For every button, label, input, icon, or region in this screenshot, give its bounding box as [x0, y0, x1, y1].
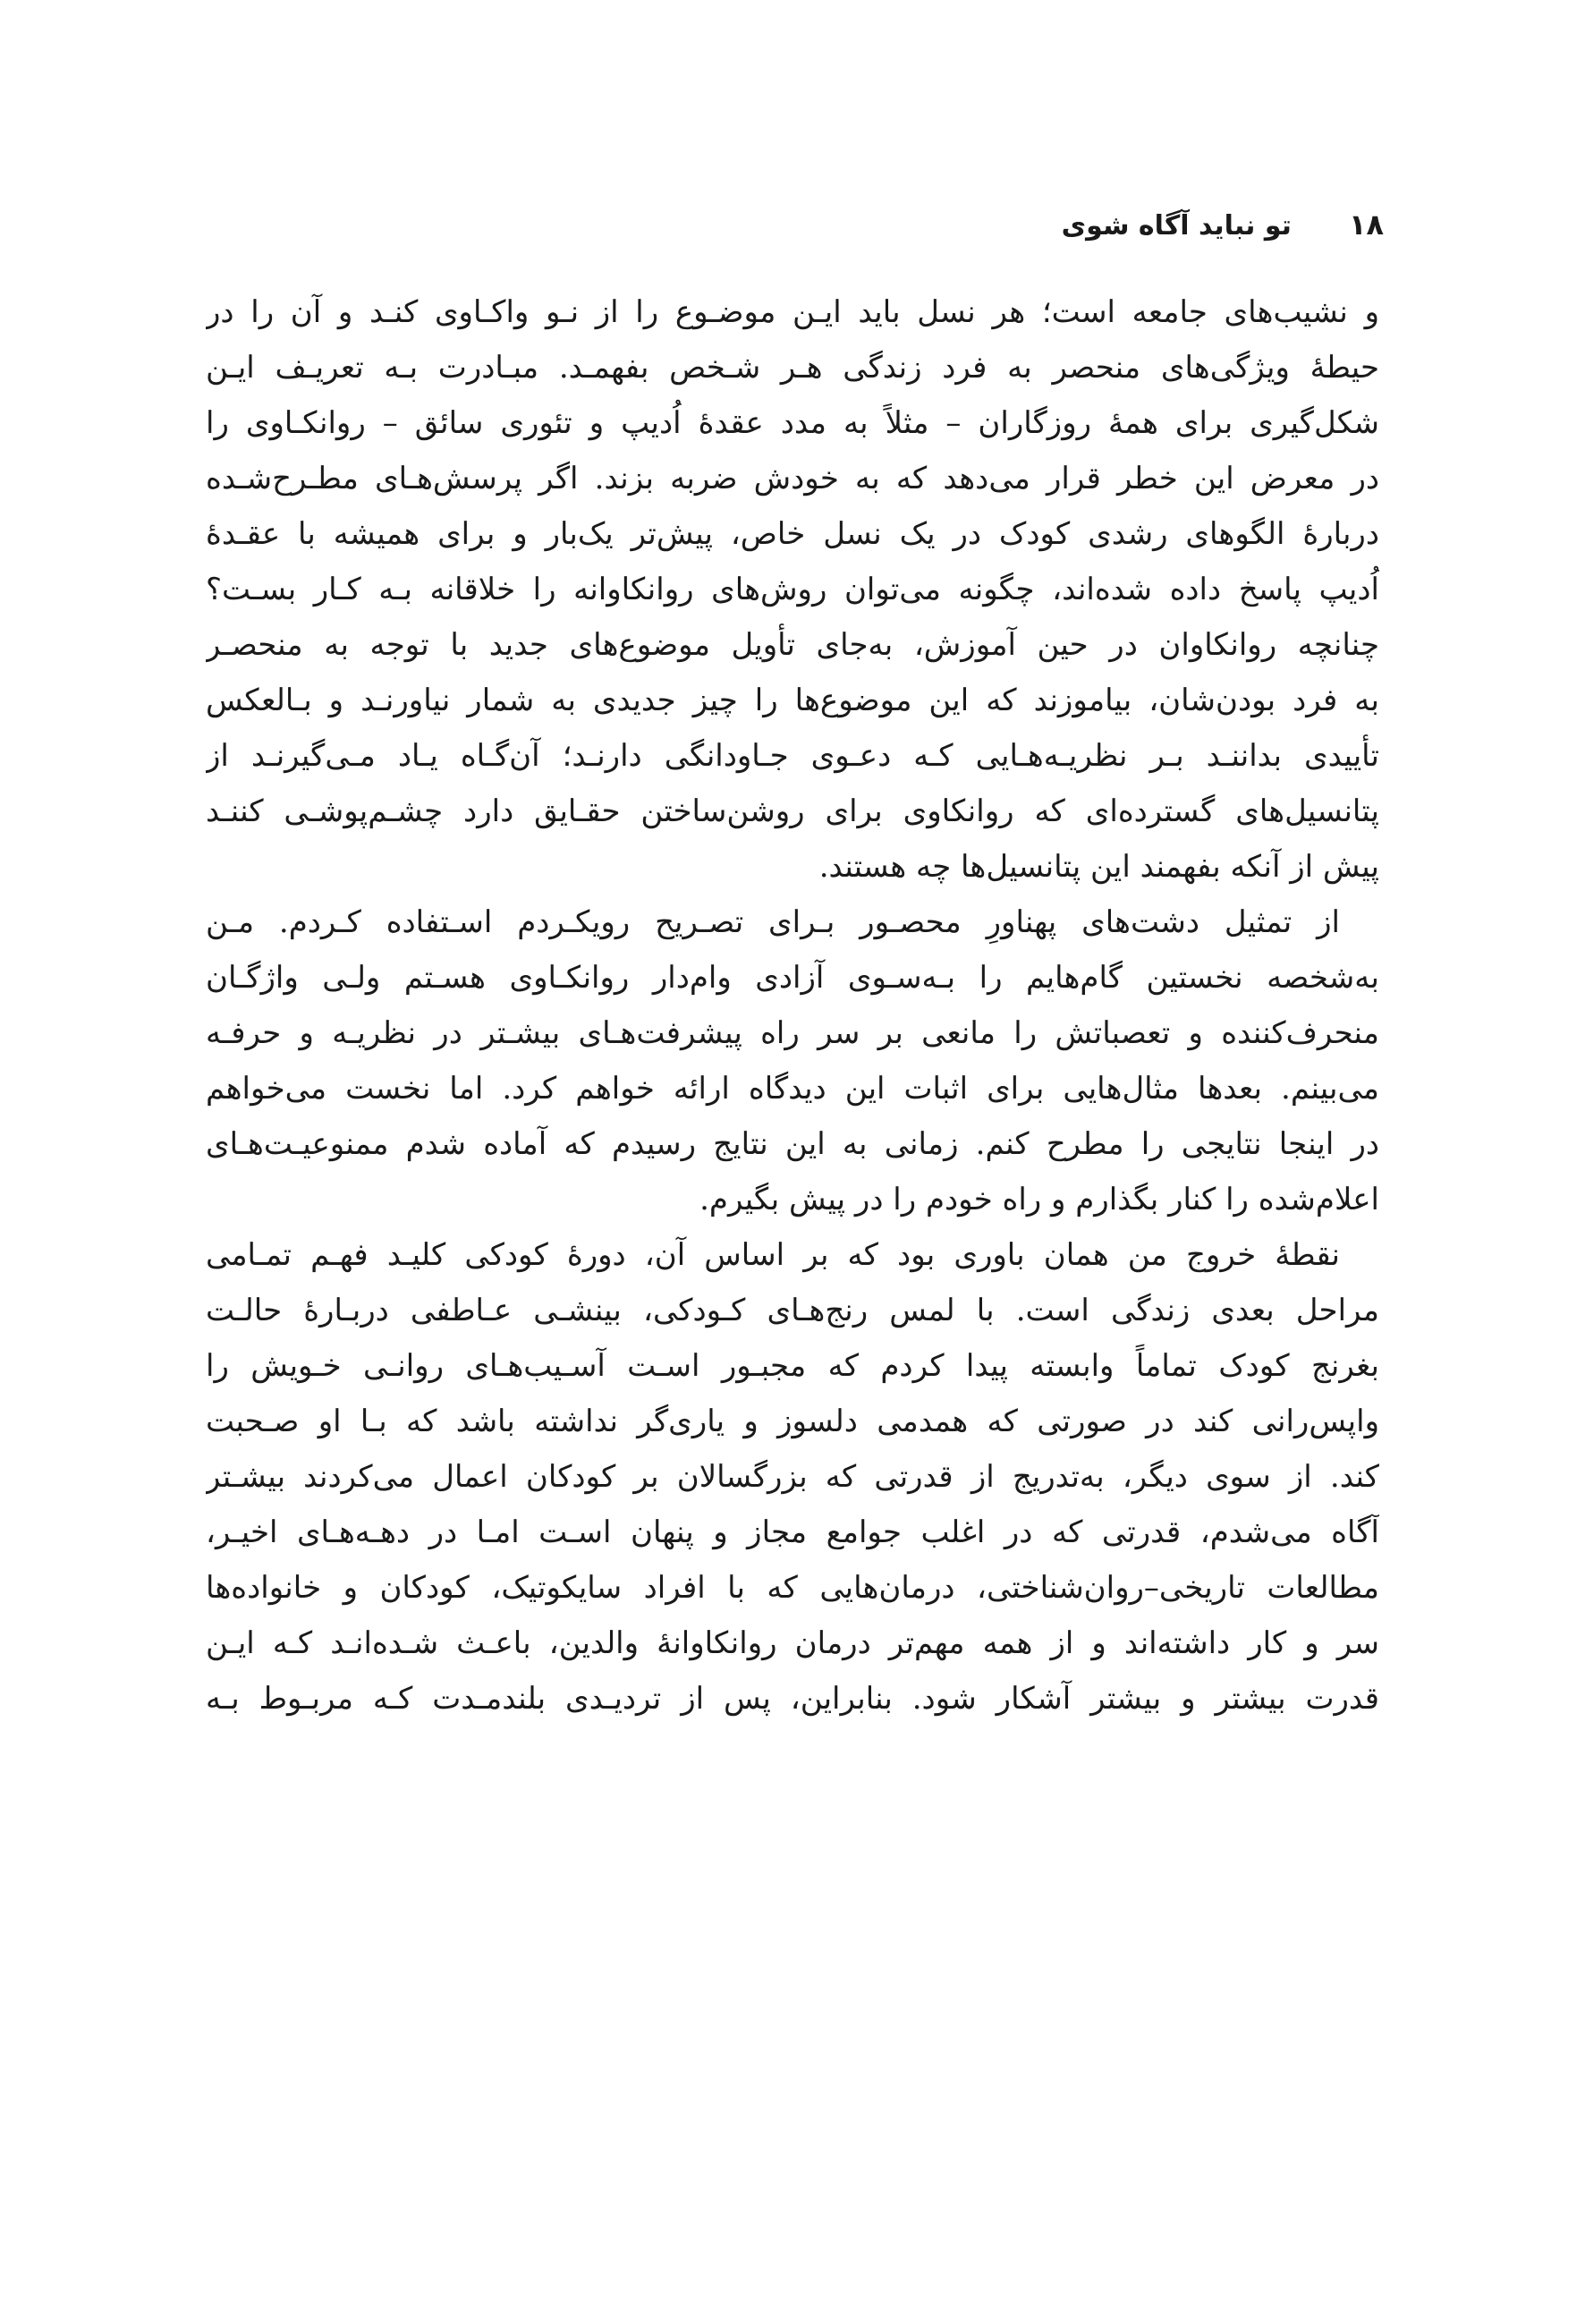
- text-line: پیش از آنکه بفهمند این پتانسیل‌ها چه هستند.: [818, 849, 1379, 885]
- text-line: آگاه می‌شدم، قدرتی که در اغلب جوامع مجاز و پنهان اسـت امـا در دهـه‌هـای اخیـر،: [206, 1514, 1379, 1550]
- text-line: واپس‌رانی کند در صورتی که همدمی دلسوز و یاری‌گر نداشته باشد که بـا او صـحبت: [206, 1404, 1379, 1439]
- text-line: چنانچه روانکاوان در حین آموزش، به‌جای تأویل موضوع‌های جدید با توجه به منحصـر: [206, 627, 1379, 663]
- running-header: [1062, 208, 1384, 250]
- text-line: به فرد بودن‌شان، بیاموزند که این موضوع‌ها را چیز جدیدی به شمار نیاورنـد و بـالعکس: [206, 683, 1379, 718]
- running-title: تو نباید آگاه شوی: [1061, 210, 1292, 242]
- text-line: و نشیب‌های جامعه است؛ هر نسل باید ایـن موضـوع را از نـو واکـاوی کنـد و آن را در: [206, 294, 1379, 330]
- text-line: در معرض این خطر قرار می‌دهد که به خودش ضربه بزند. اگر پرسش‌هـای مطـرح‌شـده: [206, 461, 1379, 496]
- paragraph-2: [206, 895, 1379, 1227]
- text-line: حیطهٔ ویژگی‌های منحصر به فرد زندگی هـر شـخص بفهمـد. مبـادرت بـه تعریـف ایـن: [206, 350, 1379, 386]
- text-line: منحرف‌کننده و تعصباتش را مانعی بر سر راه پیشرفت‌هـای بیشـتر در نظریـه و حرفـه: [206, 1015, 1379, 1051]
- text-line: مراحل بعدی زندگی است. با لمس رنج‌هـای کـودکی، بینشـی عـاطفی دربـارهٔ حالـت: [206, 1293, 1379, 1328]
- text-line: تأییدی بداننـد بـر نظریـه‌هـایی کـه دعـوی جـاودانگی دارنـد؛ آن‌گـاه یـاد مـی‌گیرنـد از: [206, 738, 1379, 774]
- text-line: نقطهٔ خروج من همان باوری بود که بر اساس آن، دورهٔ کودکی کلیـد فهـم تمـامی: [206, 1237, 1340, 1273]
- text-line: اعلام‌شده را کنار بگذارم و راه خودم را در پیش بگیرم.: [699, 1182, 1379, 1217]
- text-line: قدرت بیشتر و بیشتر آشکار شود. بنابراین، پس از تردیـدی بلندمـدت کـه مربـوط بـه: [206, 1681, 1379, 1717]
- paragraph-1: [206, 284, 1379, 895]
- text-line: در اینجا نتایجی را مطرح کنم. زمانی به این نتایج رسیدم که آماده شدم ممنوعیـت‌هـای: [206, 1126, 1379, 1162]
- page-number: ۱۸: [1348, 208, 1384, 242]
- text-line: سر و کار داشته‌اند و از همه مهم‌تر درمان روانکاوانهٔ والدین، باعـث شـده‌انـد کـه ایـن: [206, 1625, 1379, 1661]
- text-line: اُدیپ پاسخ داده شده‌اند، چگونه می‌توان روش‌های روانکاوانه را خلاقانه بـه کـار بسـت؟: [206, 572, 1379, 607]
- text-line: به‌شخصه نخستین گام‌هایم را بـه‌سـوی آزادی وام‌دار روانکـاوی هسـتم ولـی واژگـان: [206, 960, 1379, 996]
- text-line: پتانسیل‌های گسترده‌ای که روانکاوی برای روشن‌ساختن حقـایق دارد چشـم‌پوشـی کننـد: [206, 793, 1379, 829]
- text-line: شکل‌گیری برای همهٔ روزگاران – مثلاً به مدد عقدهٔ اُدیپ و تئوری سائق – روانکـاوی را: [206, 405, 1379, 441]
- text-line: بغرنج کودک تماماً وابسته پیدا کردم که مجبـور اسـت آسـیب‌هـای روانـی خـویش را: [206, 1348, 1379, 1384]
- text-line: از تمثیل دشت‌های پهناورِ محصـور بـرای تصـریح رویکـردم اسـتفاده کـردم. مـن: [206, 904, 1340, 940]
- text-line: مطالعات تاریخی–روان‌شناختی، درمان‌هایی که با افراد سایکوتیک، کودکان و خانواده‌ها: [206, 1570, 1379, 1606]
- text-line: کند. از سوی دیگر، به‌تدریج از قدرتی که بزرگسالان بر کودکان اعمال می‌کردند بیشـتر: [206, 1459, 1379, 1495]
- text-line: دربارهٔ الگوهای رشدی کودک در یک نسل خاص، پیش‌تر یک‌بار و برای همیشه با عقـدهٔ: [206, 516, 1379, 552]
- paragraph-3: [206, 1227, 1379, 1726]
- body-text: [206, 284, 1379, 1726]
- text-line: می‌بینم. بعدها مثال‌هایی برای اثبات این دیدگاه ارائه خواهم کرد. اما نخست می‌خواهم: [206, 1071, 1379, 1107]
